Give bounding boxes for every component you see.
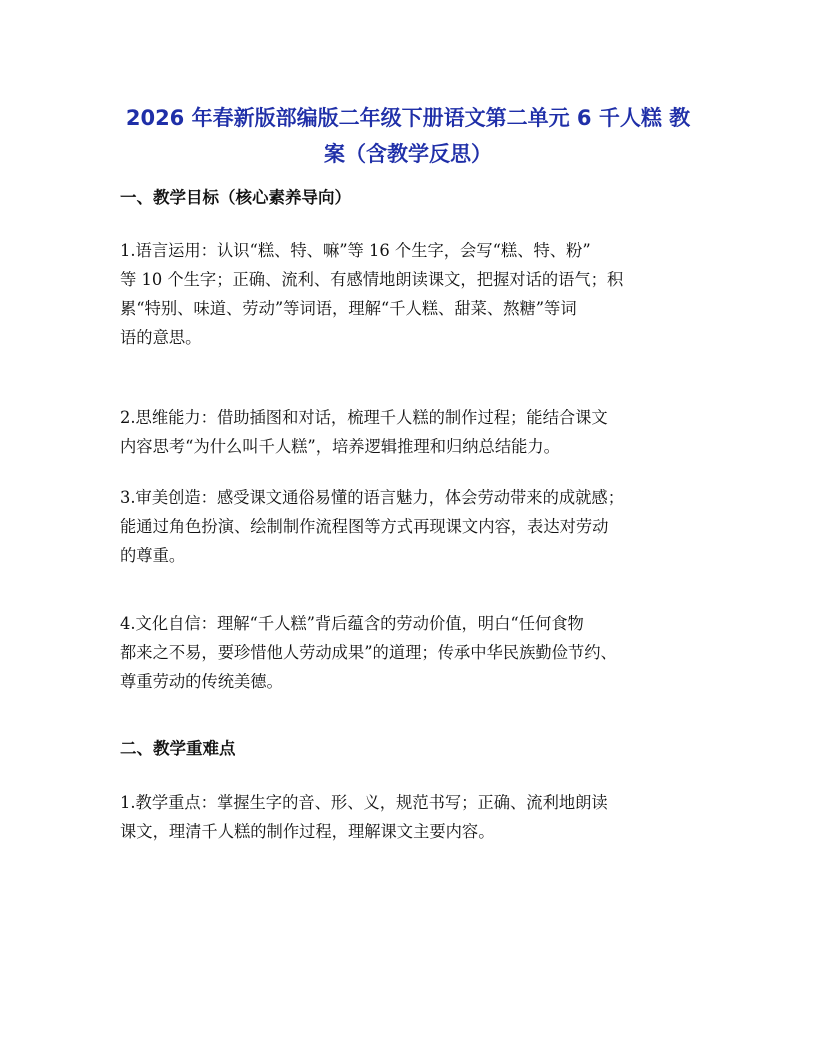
- text-line: 1.教学重点：掌握生字的音、形、义，规范书写；正确、流利地朗读: [120, 793, 608, 812]
- text-line: 的尊重。: [120, 546, 186, 565]
- text-line: 1.语言运用：认识“糕、特、嘛”等 16 个生字，会写“糕、特、粉”: [120, 241, 591, 260]
- text-line: 2.思维能力：借助插图和对话，梳理千人糕的制作过程；能结合课文: [120, 408, 608, 427]
- paragraph-cultural-confidence: [120, 609, 720, 696]
- text-line: 等 10 个生字；正确、流利、有感情地朗读课文，把握对话的语气；积: [120, 270, 624, 289]
- text-line: 内容思考“为什么叫千人糕”，培养逻辑推理和归纳总结能力。: [120, 437, 560, 456]
- text-line: 都来之不易，要珍惜他人劳动成果”的道理；传承中华民族勤俭节约、: [120, 643, 617, 662]
- text-line: 累“特别、味道、劳动”等词语，理解“千人糕、甜菜、熬糖”等词: [120, 299, 577, 318]
- paragraph-language-use: [120, 236, 720, 352]
- paragraph-teaching-focus: [120, 788, 720, 846]
- paragraph-thinking-ability: [120, 403, 720, 461]
- paragraph-aesthetic-creation: [120, 483, 720, 570]
- page-title-continued: 案（含教学反思）: [324, 142, 492, 166]
- section-heading-teaching-goals: 一、教学目标（核心素养导向）: [120, 188, 351, 207]
- section-heading-key-difficulties: 二、教学重难点: [120, 739, 236, 758]
- text-line: 语的意思。: [120, 328, 202, 347]
- text-line: 课文，理清千人糕的制作过程，理解课文主要内容。: [120, 822, 495, 841]
- text-line: 尊重劳动的传统美德。: [120, 672, 283, 691]
- page-title: 2026 年春新版部编版二年级下册语文第二单元 6 千人糕 教: [125, 106, 691, 130]
- text-line: 4.文化自信：理解“千人糕”背后蕴含的劳动价值，明白“任何食物: [120, 614, 584, 633]
- text-line: 能通过角色扮演、绘制制作流程图等方式再现课文内容，表达对劳动: [120, 517, 609, 536]
- text-line: 3.审美创造：感受课文通俗易懂的语言魅力，体会劳动带来的成就感；: [120, 488, 624, 507]
